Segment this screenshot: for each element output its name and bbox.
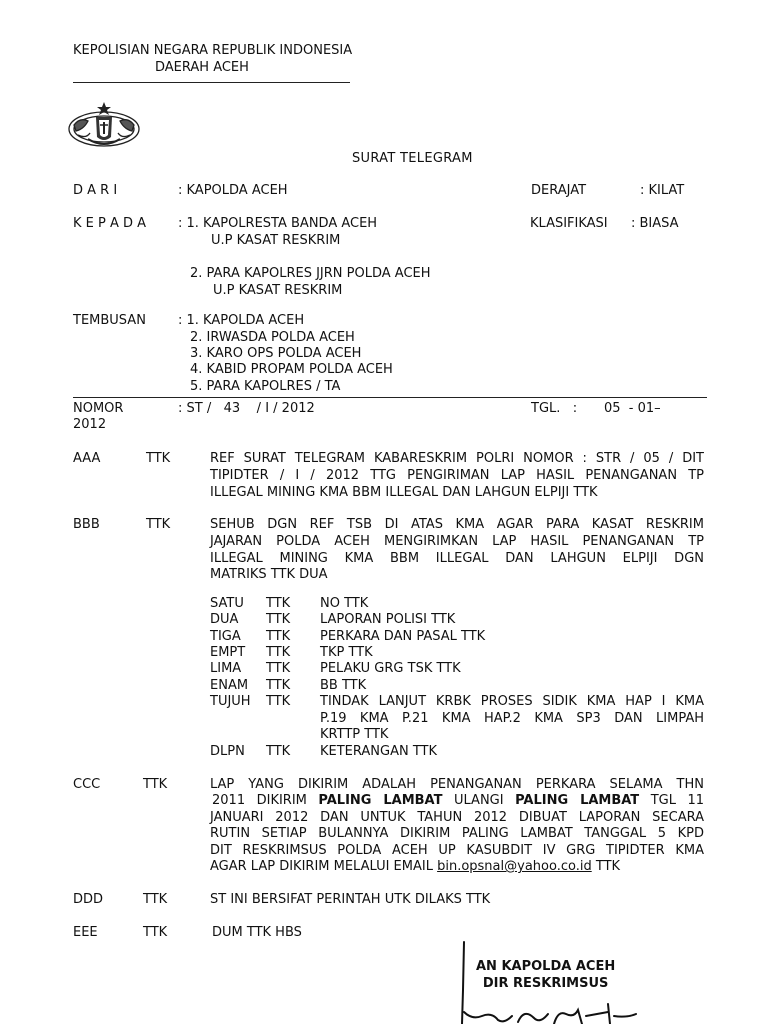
kepada-item-2: 2. PARA KAPOLRES JJRN POLDA ACEH	[190, 266, 431, 281]
ccc-text-line: DIT RESKRIMSUS POLDA ACEH UP KASUBDIT IV GRG TIPIDTER KMA	[210, 843, 704, 858]
ccc-text-line: JANUARI 2012 DAN UNTUK TAHUN 2012 DIBUAT LAPORAN SECARA	[210, 810, 704, 825]
kepada-label: K E P A D A	[73, 216, 147, 231]
signature-line1: AN KAPOLDA ACEH	[476, 959, 616, 974]
matrix-desc: P.19 KMA P.21 KMA HAP.2 KMA SP3 DAN LIMPAH	[320, 711, 704, 726]
email-link[interactable]: bin.opsnal@yahoo.co.id	[437, 859, 592, 874]
tgl-year: 2012	[73, 417, 107, 432]
matrix-desc: TINDAK LANJUT KRBK PROSES SIDIK KMA HAP I KMA	[320, 694, 704, 709]
nomor-value: : ST / 43 / I / 2012	[178, 401, 315, 416]
matrix-ttk: TTK	[266, 645, 291, 660]
matrix-num: LIMA	[210, 661, 242, 676]
eee-code: EEE	[73, 925, 98, 940]
matrix-ttk: TTK	[266, 661, 291, 676]
eee-text: DUM TTK HBS	[212, 925, 302, 940]
bbb-text-line: ILLEGAL MINING KMA BBM ILLEGAL DAN LAHGUN ELPIJI DGN	[210, 551, 704, 566]
dari-label: D A R I	[73, 183, 118, 198]
matrix-desc: TKP TTK	[320, 645, 373, 660]
bbb-code: BBB	[73, 517, 100, 532]
dari-value: : KAPOLDA ACEH	[178, 183, 288, 198]
bbb-text-line: MATRIKS TTK DUA	[210, 567, 328, 582]
matrix-num: DLPN	[210, 744, 245, 759]
tembusan-item: 2. IRWASDA POLDA ACEH	[190, 330, 355, 345]
matrix-ttk: TTK	[266, 744, 291, 759]
matrix-ttk: TTK	[266, 694, 291, 709]
ccc-text-line: 2011 DIKIRIM PALING LAMBAT ULANGI PALING LAMBAT TGL 11	[212, 793, 705, 808]
matrix-num: EMPT	[210, 645, 246, 660]
derajat-value: : KILAT	[640, 183, 685, 198]
nomor-label: NOMOR	[73, 401, 124, 416]
kepada-item-2-up: U.P KASAT RESKRIM	[213, 283, 343, 298]
ccc-text-line: LAP YANG DIKIRIM ADALAH PENANGANAN PERKARA SELAMA THN	[210, 777, 704, 792]
ddd-code: DDD	[73, 892, 104, 907]
derajat-label: DERAJAT	[531, 183, 587, 198]
kepada-item-1-up: U.P KASAT RESKRIM	[211, 233, 341, 248]
matrix-ttk: TTK	[266, 612, 291, 627]
emphasis-text: PALING LAMBAT	[515, 793, 640, 808]
signature-scribble	[458, 940, 658, 1024]
aaa-text-line: REF SURAT TELEGRAM KABARESKRIM POLRI NOMOR : STR / 05 / DIT	[210, 451, 704, 466]
matrix-num: DUA	[210, 612, 239, 627]
document-title: SURAT TELEGRAM	[352, 151, 473, 166]
ccc-ttk: TTK	[143, 777, 168, 792]
aaa-code: AAA	[73, 451, 101, 466]
tembusan-label: TEMBUSAN	[73, 313, 146, 328]
matrix-desc: NO TTK	[320, 596, 369, 611]
header-underline	[73, 82, 350, 83]
klasifikasi-label: KLASIFIKASI	[530, 216, 608, 231]
ccc-text-line: AGAR LAP DIKIRIM MELALUI EMAIL bin.opsnal@yahoo.co.id TTK	[210, 859, 621, 874]
aaa-text-line: TIPIDTER / I / 2012 TTG PENGIRIMAN LAP HASIL PENANGANAN TP	[210, 468, 704, 483]
signature-line2: DIR RESKRIMSUS	[482, 975, 609, 991]
aaa-ttk: TTK	[146, 451, 171, 466]
matrix-ttk: TTK	[266, 629, 291, 644]
matrix-desc: PELAKU GRG TSK TTK	[320, 661, 461, 676]
ccc-text-line: RUTIN SETIAP BULANNYA DIKIRIM PALING LAMBAT TANGGAL 5 KPD	[210, 826, 704, 841]
tembusan-item: 5. PARA KAPOLRES / TA	[190, 379, 341, 394]
matrix-num: TIGA	[210, 629, 241, 644]
org-name: KEPOLISIAN NEGARA REPUBLIK INDONESIA	[73, 43, 353, 58]
matrix-desc: LAPORAN POLISI TTK	[320, 612, 456, 627]
tembusan-item: 3. KARO OPS POLDA ACEH	[190, 346, 362, 361]
org-region: DAERAH ACEH	[155, 60, 249, 75]
emphasis-text: PALING LAMBAT	[318, 793, 443, 808]
bbb-text-line: SEHUB DGN REF TSB DI ATAS KMA AGAR PARA KASAT RESKRIM	[210, 517, 704, 532]
tembusan-item: : 1. KAPOLDA ACEH	[178, 313, 305, 328]
eee-ttk: TTK	[143, 925, 168, 940]
matrix-desc: BB TTK	[320, 678, 367, 693]
ddd-ttk: TTK	[143, 892, 168, 907]
matrix-desc: KETERANGAN TTK	[320, 744, 438, 759]
bbb-ttk: TTK	[146, 517, 171, 532]
tgl-value: 05 - 01–	[604, 401, 661, 416]
tgl-label: TGL. :	[531, 401, 578, 416]
ccc-code: CCC	[73, 777, 101, 792]
matrix-ttk: TTK	[266, 596, 291, 611]
ddd-text: ST INI BERSIFAT PERINTAH UTK DILAKS TTK	[210, 892, 491, 907]
section-divider	[73, 397, 707, 398]
matrix-desc: KRTTP TTK	[320, 727, 389, 742]
aaa-text-line: ILLEGAL MINING KMA BBM ILLEGAL DAN LAHGUN ELPIJI TTK	[210, 485, 598, 500]
matrix-ttk: TTK	[266, 678, 291, 693]
matrix-num: ENAM	[210, 678, 249, 693]
matrix-desc: PERKARA DAN PASAL TTK	[320, 629, 486, 644]
matrix-num: TUJUH	[210, 694, 251, 709]
tembusan-item: 4. KABID PROPAM POLDA ACEH	[190, 362, 393, 377]
klasifikasi-value: : BIASA	[631, 216, 679, 231]
bbb-text-line: JAJARAN POLDA ACEH MENGIRIMKAN LAP HASIL PENANGANAN TP	[210, 534, 704, 549]
kepada-item-1: : 1. KAPOLRESTA BANDA ACEH	[178, 216, 378, 231]
police-emblem-icon	[66, 99, 142, 151]
matrix-num: SATU	[210, 596, 244, 611]
